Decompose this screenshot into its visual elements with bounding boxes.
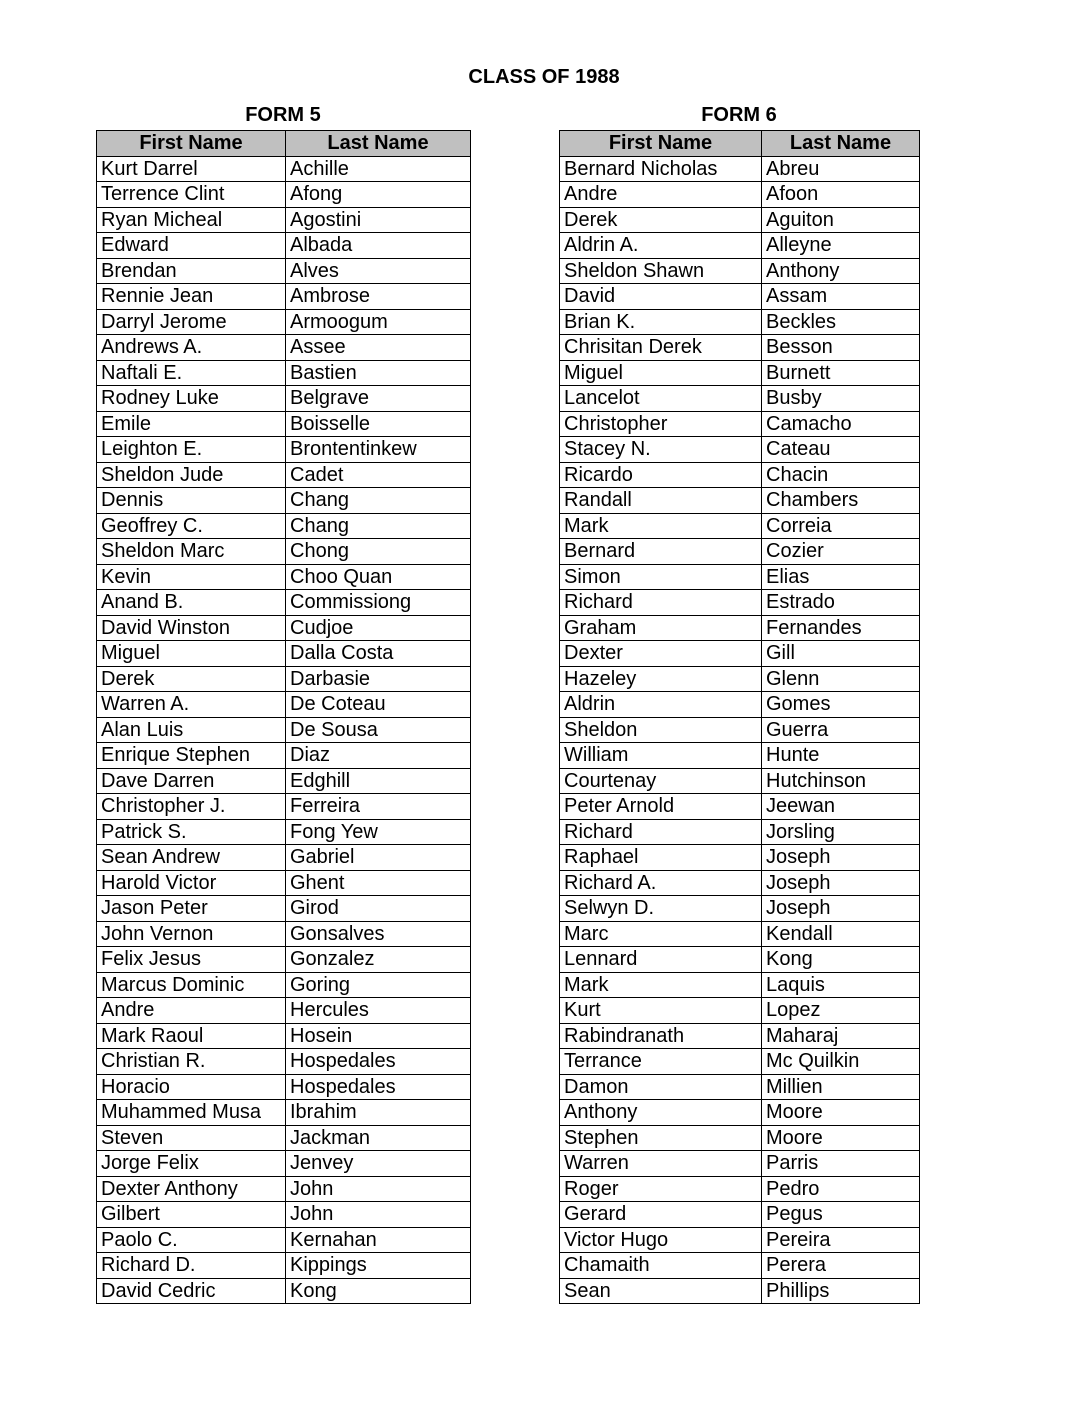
last-name-cell: John bbox=[286, 1202, 471, 1228]
last-name-cell: Afoon bbox=[762, 182, 920, 208]
table-row bbox=[560, 539, 920, 565]
table-row bbox=[560, 309, 920, 335]
first-name-cell: Christopher bbox=[560, 411, 762, 437]
table-row bbox=[97, 947, 471, 973]
first-name-cell: Selwyn D. bbox=[560, 896, 762, 922]
table-row bbox=[560, 1100, 920, 1126]
table-row bbox=[97, 1074, 471, 1100]
first-name-cell: Dave Darren bbox=[97, 768, 286, 794]
last-name-cell: Assee bbox=[286, 335, 471, 361]
last-name-cell: Guerra bbox=[762, 717, 920, 743]
first-name-cell: Dennis bbox=[97, 488, 286, 514]
table-row bbox=[97, 411, 471, 437]
last-name-cell: Diaz bbox=[286, 743, 471, 769]
table-row bbox=[560, 335, 920, 361]
table-row bbox=[560, 1278, 920, 1304]
table-row bbox=[560, 1125, 920, 1151]
form5-title: FORM 5 bbox=[245, 104, 321, 126]
first-name-cell: Peter Arnold bbox=[560, 794, 762, 820]
last-name-cell: Boisselle bbox=[286, 411, 471, 437]
table-row bbox=[560, 1202, 920, 1228]
last-name-cell: Chang bbox=[286, 488, 471, 514]
last-name-cell: Hospedales bbox=[286, 1074, 471, 1100]
last-name-cell: Ambrose bbox=[286, 284, 471, 310]
last-name-cell: Busby bbox=[762, 386, 920, 412]
last-name-cell: Bastien bbox=[286, 360, 471, 386]
first-name-cell: Anand B. bbox=[97, 590, 286, 616]
last-name-cell: Commissiong bbox=[286, 590, 471, 616]
last-name-cell: Joseph bbox=[762, 845, 920, 871]
first-name-cell: Anthony bbox=[560, 1100, 762, 1126]
first-name-cell: Jason Peter bbox=[97, 896, 286, 922]
table-row bbox=[97, 615, 471, 641]
last-name-cell: Dalla Costa bbox=[286, 641, 471, 667]
table-row bbox=[560, 182, 920, 208]
table-row bbox=[97, 743, 471, 769]
table-row bbox=[560, 1253, 920, 1279]
table-row bbox=[560, 845, 920, 871]
last-name-cell: John bbox=[286, 1176, 471, 1202]
last-name-cell: Joseph bbox=[762, 896, 920, 922]
last-name-cell: Girod bbox=[286, 896, 471, 922]
last-name-cell: Armoogum bbox=[286, 309, 471, 335]
first-name-cell: Andre bbox=[560, 182, 762, 208]
table-row bbox=[97, 335, 471, 361]
header-row bbox=[97, 131, 471, 157]
last-name-cell: Kippings bbox=[286, 1253, 471, 1279]
table-row bbox=[560, 156, 920, 182]
last-name-cell: Gonzalez bbox=[286, 947, 471, 973]
first-name-cell: Aldrin bbox=[560, 692, 762, 718]
first-name-cell: Jorge Felix bbox=[97, 1151, 286, 1177]
last-name-cell: Edghill bbox=[286, 768, 471, 794]
first-name-cell: Brian K. bbox=[560, 309, 762, 335]
first-name-cell: Lancelot bbox=[560, 386, 762, 412]
first-name-cell: Felix Jesus bbox=[97, 947, 286, 973]
first-name-cell: Gilbert bbox=[97, 1202, 286, 1228]
table-row bbox=[560, 692, 920, 718]
table-row bbox=[97, 1278, 471, 1304]
table-row bbox=[97, 564, 471, 590]
first-name-cell: Warren A. bbox=[97, 692, 286, 718]
first-name-cell: Chamaith bbox=[560, 1253, 762, 1279]
last-name-cell: Hospedales bbox=[286, 1049, 471, 1075]
last-name-cell: Alves bbox=[286, 258, 471, 284]
first-name-cell: Aldrin A. bbox=[560, 233, 762, 259]
table-row bbox=[560, 1049, 920, 1075]
last-name-cell: Afong bbox=[286, 182, 471, 208]
last-name-cell: Hunte bbox=[762, 743, 920, 769]
last-name-cell: Maharaj bbox=[762, 1023, 920, 1049]
last-name-cell: Anthony bbox=[762, 258, 920, 284]
table-row bbox=[560, 947, 920, 973]
last-name-cell: Moore bbox=[762, 1100, 920, 1126]
first-name-cell: Steven bbox=[97, 1125, 286, 1151]
last-name-cell: Fernandes bbox=[762, 615, 920, 641]
last-name-cell: Estrado bbox=[762, 590, 920, 616]
first-name-cell: Ryan Micheal bbox=[97, 207, 286, 233]
table-row bbox=[97, 1100, 471, 1126]
last-name-cell: Gabriel bbox=[286, 845, 471, 871]
last-name-cell: Pereira bbox=[762, 1227, 920, 1253]
first-name-cell: Sean Andrew bbox=[97, 845, 286, 871]
last-name-cell: Belgrave bbox=[286, 386, 471, 412]
first-name-cell: Sheldon bbox=[560, 717, 762, 743]
first-name-cell: Alan Luis bbox=[97, 717, 286, 743]
last-name-cell: Ghent bbox=[286, 870, 471, 896]
first-name-cell: Terrence Clint bbox=[97, 182, 286, 208]
table-row bbox=[560, 641, 920, 667]
first-name-cell: Roger bbox=[560, 1176, 762, 1202]
table-row bbox=[560, 513, 920, 539]
last-name-cell: Gill bbox=[762, 641, 920, 667]
table-row bbox=[97, 513, 471, 539]
table-row bbox=[97, 666, 471, 692]
form5-table bbox=[96, 130, 471, 1304]
table-row bbox=[97, 641, 471, 667]
first-name-cell: Graham bbox=[560, 615, 762, 641]
page-title: CLASS OF 1988 bbox=[468, 66, 620, 88]
table-row bbox=[97, 768, 471, 794]
last-name-cell: Kendall bbox=[762, 921, 920, 947]
first-name-cell: Richard A. bbox=[560, 870, 762, 896]
table-row bbox=[560, 590, 920, 616]
last-name-cell: Kong bbox=[286, 1278, 471, 1304]
last-name-cell: Gomes bbox=[762, 692, 920, 718]
table-row bbox=[97, 1151, 471, 1177]
table-row bbox=[560, 360, 920, 386]
table-row bbox=[97, 284, 471, 310]
table-row bbox=[97, 921, 471, 947]
table-row bbox=[560, 896, 920, 922]
first-name-cell: Richard D. bbox=[97, 1253, 286, 1279]
first-name-cell: Rodney Luke bbox=[97, 386, 286, 412]
table-row bbox=[560, 1227, 920, 1253]
first-name-cell: Ricardo bbox=[560, 462, 762, 488]
first-name-cell: Dexter bbox=[560, 641, 762, 667]
first-name-cell: Kevin bbox=[97, 564, 286, 590]
table-row bbox=[560, 666, 920, 692]
last-name-cell: Chacin bbox=[762, 462, 920, 488]
first-name-cell: Kurt bbox=[560, 998, 762, 1024]
table-row bbox=[97, 258, 471, 284]
first-name-cell: Courtenay bbox=[560, 768, 762, 794]
first-name-cell: Mark bbox=[560, 972, 762, 998]
table-row bbox=[97, 437, 471, 463]
form6-title: FORM 6 bbox=[701, 104, 777, 126]
table-row bbox=[560, 488, 920, 514]
last-name-cell: De Coteau bbox=[286, 692, 471, 718]
first-name-cell: Darryl Jerome bbox=[97, 309, 286, 335]
table-row bbox=[97, 233, 471, 259]
first-name-cell: Victor Hugo bbox=[560, 1227, 762, 1253]
last-name-cell: Mc Quilkin bbox=[762, 1049, 920, 1075]
first-name-cell: Rabindranath bbox=[560, 1023, 762, 1049]
last-name-cell: Assam bbox=[762, 284, 920, 310]
table-row bbox=[560, 564, 920, 590]
first-name-cell: Mark Raoul bbox=[97, 1023, 286, 1049]
first-name-cell: Leighton E. bbox=[97, 437, 286, 463]
first-name-cell: David Winston bbox=[97, 615, 286, 641]
first-name-cell: David Cedric bbox=[97, 1278, 286, 1304]
last-name-cell: Darbasie bbox=[286, 666, 471, 692]
last-name-cell: Millien bbox=[762, 1074, 920, 1100]
last-name-cell: Agostini bbox=[286, 207, 471, 233]
first-name-cell: Damon bbox=[560, 1074, 762, 1100]
last-name-cell: Beckles bbox=[762, 309, 920, 335]
last-name-cell: Joseph bbox=[762, 870, 920, 896]
table-row bbox=[560, 794, 920, 820]
first-name-cell: John Vernon bbox=[97, 921, 286, 947]
last-name-cell: Pegus bbox=[762, 1202, 920, 1228]
last-name-header: Last Name bbox=[762, 131, 920, 157]
table-row bbox=[97, 1049, 471, 1075]
last-name-cell: Pedro bbox=[762, 1176, 920, 1202]
first-name-cell: Bernard Nicholas bbox=[560, 156, 762, 182]
first-name-cell: Miguel bbox=[97, 641, 286, 667]
table-row bbox=[560, 1176, 920, 1202]
table-row bbox=[97, 896, 471, 922]
table-row bbox=[97, 1227, 471, 1253]
last-name-cell: Choo Quan bbox=[286, 564, 471, 590]
table-row bbox=[97, 692, 471, 718]
first-name-header: First Name bbox=[560, 131, 762, 157]
first-name-cell: Sean bbox=[560, 1278, 762, 1304]
table-row bbox=[560, 1074, 920, 1100]
table-row bbox=[97, 590, 471, 616]
first-name-cell: Sheldon Shawn bbox=[560, 258, 762, 284]
header-row bbox=[560, 131, 920, 157]
first-name-cell: Paolo C. bbox=[97, 1227, 286, 1253]
last-name-cell: Jackman bbox=[286, 1125, 471, 1151]
last-name-cell: Jenvey bbox=[286, 1151, 471, 1177]
last-name-cell: Elias bbox=[762, 564, 920, 590]
table-row bbox=[560, 972, 920, 998]
first-name-cell: Kurt Darrel bbox=[97, 156, 286, 182]
last-name-cell: Cateau bbox=[762, 437, 920, 463]
table-row bbox=[560, 615, 920, 641]
table-row bbox=[560, 207, 920, 233]
table-row bbox=[560, 386, 920, 412]
first-name-cell: Sheldon Jude bbox=[97, 462, 286, 488]
table-row bbox=[97, 207, 471, 233]
table-row bbox=[560, 1023, 920, 1049]
table-row bbox=[97, 156, 471, 182]
table-row bbox=[97, 998, 471, 1024]
first-name-cell: Dexter Anthony bbox=[97, 1176, 286, 1202]
last-name-cell: Besson bbox=[762, 335, 920, 361]
table-row bbox=[97, 717, 471, 743]
last-name-cell: Perera bbox=[762, 1253, 920, 1279]
first-name-cell: Lennard bbox=[560, 947, 762, 973]
table-row bbox=[560, 233, 920, 259]
table-row bbox=[97, 309, 471, 335]
last-name-cell: Kernahan bbox=[286, 1227, 471, 1253]
last-name-cell: Ferreira bbox=[286, 794, 471, 820]
last-name-cell: Lopez bbox=[762, 998, 920, 1024]
last-name-cell: Glenn bbox=[762, 666, 920, 692]
table-row bbox=[97, 794, 471, 820]
table-row bbox=[97, 870, 471, 896]
last-name-cell: Jorsling bbox=[762, 819, 920, 845]
last-name-cell: Goring bbox=[286, 972, 471, 998]
first-name-cell: Chrisitan Derek bbox=[560, 335, 762, 361]
table-row bbox=[560, 717, 920, 743]
first-name-cell: Harold Victor bbox=[97, 870, 286, 896]
first-name-cell: Richard bbox=[560, 819, 762, 845]
first-name-cell: Hazeley bbox=[560, 666, 762, 692]
last-name-cell: Gonsalves bbox=[286, 921, 471, 947]
table-row bbox=[97, 182, 471, 208]
table-row bbox=[97, 819, 471, 845]
first-name-cell: Stacey N. bbox=[560, 437, 762, 463]
first-name-cell: Muhammed Musa bbox=[97, 1100, 286, 1126]
first-name-cell: Christian R. bbox=[97, 1049, 286, 1075]
table-row bbox=[97, 1125, 471, 1151]
table-row bbox=[560, 921, 920, 947]
table-row bbox=[560, 768, 920, 794]
first-name-cell: Rennie Jean bbox=[97, 284, 286, 310]
table-row bbox=[97, 1023, 471, 1049]
first-name-cell: Christopher J. bbox=[97, 794, 286, 820]
last-name-cell: Brontentinkew bbox=[286, 437, 471, 463]
first-name-cell: Simon bbox=[560, 564, 762, 590]
last-name-cell: Chambers bbox=[762, 488, 920, 514]
table-row bbox=[97, 488, 471, 514]
first-name-cell: Derek bbox=[560, 207, 762, 233]
table-row bbox=[560, 870, 920, 896]
last-name-cell: Hutchinson bbox=[762, 768, 920, 794]
last-name-cell: Camacho bbox=[762, 411, 920, 437]
table-row bbox=[97, 1202, 471, 1228]
first-name-cell: Andre bbox=[97, 998, 286, 1024]
last-name-cell: Ibrahim bbox=[286, 1100, 471, 1126]
table-row bbox=[97, 386, 471, 412]
last-name-cell: Chong bbox=[286, 539, 471, 565]
first-name-header: First Name bbox=[97, 131, 286, 157]
last-name-cell: Phillips bbox=[762, 1278, 920, 1304]
table-row bbox=[97, 845, 471, 871]
first-name-cell: Bernard bbox=[560, 539, 762, 565]
first-name-cell: Richard bbox=[560, 590, 762, 616]
last-name-cell: Albada bbox=[286, 233, 471, 259]
first-name-cell: Raphael bbox=[560, 845, 762, 871]
first-name-cell: Geoffrey C. bbox=[97, 513, 286, 539]
last-name-cell: Hosein bbox=[286, 1023, 471, 1049]
last-name-cell: Kong bbox=[762, 947, 920, 973]
first-name-cell: Horacio bbox=[97, 1074, 286, 1100]
table-row bbox=[97, 972, 471, 998]
first-name-cell: Brendan bbox=[97, 258, 286, 284]
first-name-cell: Stephen bbox=[560, 1125, 762, 1151]
table-row bbox=[560, 1151, 920, 1177]
last-name-header: Last Name bbox=[286, 131, 471, 157]
form6-table bbox=[559, 130, 920, 1304]
last-name-cell: Parris bbox=[762, 1151, 920, 1177]
table-row bbox=[560, 819, 920, 845]
first-name-cell: Terrance bbox=[560, 1049, 762, 1075]
last-name-cell: Cudjoe bbox=[286, 615, 471, 641]
last-name-cell: Abreu bbox=[762, 156, 920, 182]
first-name-cell: David bbox=[560, 284, 762, 310]
first-name-cell: Gerard bbox=[560, 1202, 762, 1228]
last-name-cell: Correia bbox=[762, 513, 920, 539]
first-name-cell: Mark bbox=[560, 513, 762, 539]
table-row bbox=[97, 539, 471, 565]
table-row bbox=[97, 360, 471, 386]
last-name-cell: Moore bbox=[762, 1125, 920, 1151]
last-name-cell: Hercules bbox=[286, 998, 471, 1024]
last-name-cell: Cozier bbox=[762, 539, 920, 565]
table-row bbox=[560, 462, 920, 488]
first-name-cell: Enrique Stephen bbox=[97, 743, 286, 769]
first-name-cell: Warren bbox=[560, 1151, 762, 1177]
first-name-cell: Miguel bbox=[560, 360, 762, 386]
first-name-cell: William bbox=[560, 743, 762, 769]
last-name-cell: Achille bbox=[286, 156, 471, 182]
first-name-cell: Edward bbox=[97, 233, 286, 259]
table-row bbox=[560, 437, 920, 463]
first-name-cell: Marcus Dominic bbox=[97, 972, 286, 998]
last-name-cell: Jeewan bbox=[762, 794, 920, 820]
table-row bbox=[560, 743, 920, 769]
first-name-cell: Emile bbox=[97, 411, 286, 437]
table-row bbox=[560, 284, 920, 310]
last-name-cell: Alleyne bbox=[762, 233, 920, 259]
table-row bbox=[97, 462, 471, 488]
table-row bbox=[560, 258, 920, 284]
last-name-cell: Laquis bbox=[762, 972, 920, 998]
table-row bbox=[560, 411, 920, 437]
first-name-cell: Marc bbox=[560, 921, 762, 947]
first-name-cell: Naftali E. bbox=[97, 360, 286, 386]
first-name-cell: Randall bbox=[560, 488, 762, 514]
first-name-cell: Sheldon Marc bbox=[97, 539, 286, 565]
last-name-cell: Fong Yew bbox=[286, 819, 471, 845]
last-name-cell: Chang bbox=[286, 513, 471, 539]
last-name-cell: Cadet bbox=[286, 462, 471, 488]
last-name-cell: Aguiton bbox=[762, 207, 920, 233]
first-name-cell: Derek bbox=[97, 666, 286, 692]
table-row bbox=[560, 998, 920, 1024]
first-name-cell: Andrews A. bbox=[97, 335, 286, 361]
last-name-cell: Burnett bbox=[762, 360, 920, 386]
last-name-cell: De Sousa bbox=[286, 717, 471, 743]
table-row bbox=[97, 1253, 471, 1279]
table-row bbox=[97, 1176, 471, 1202]
first-name-cell: Patrick S. bbox=[97, 819, 286, 845]
